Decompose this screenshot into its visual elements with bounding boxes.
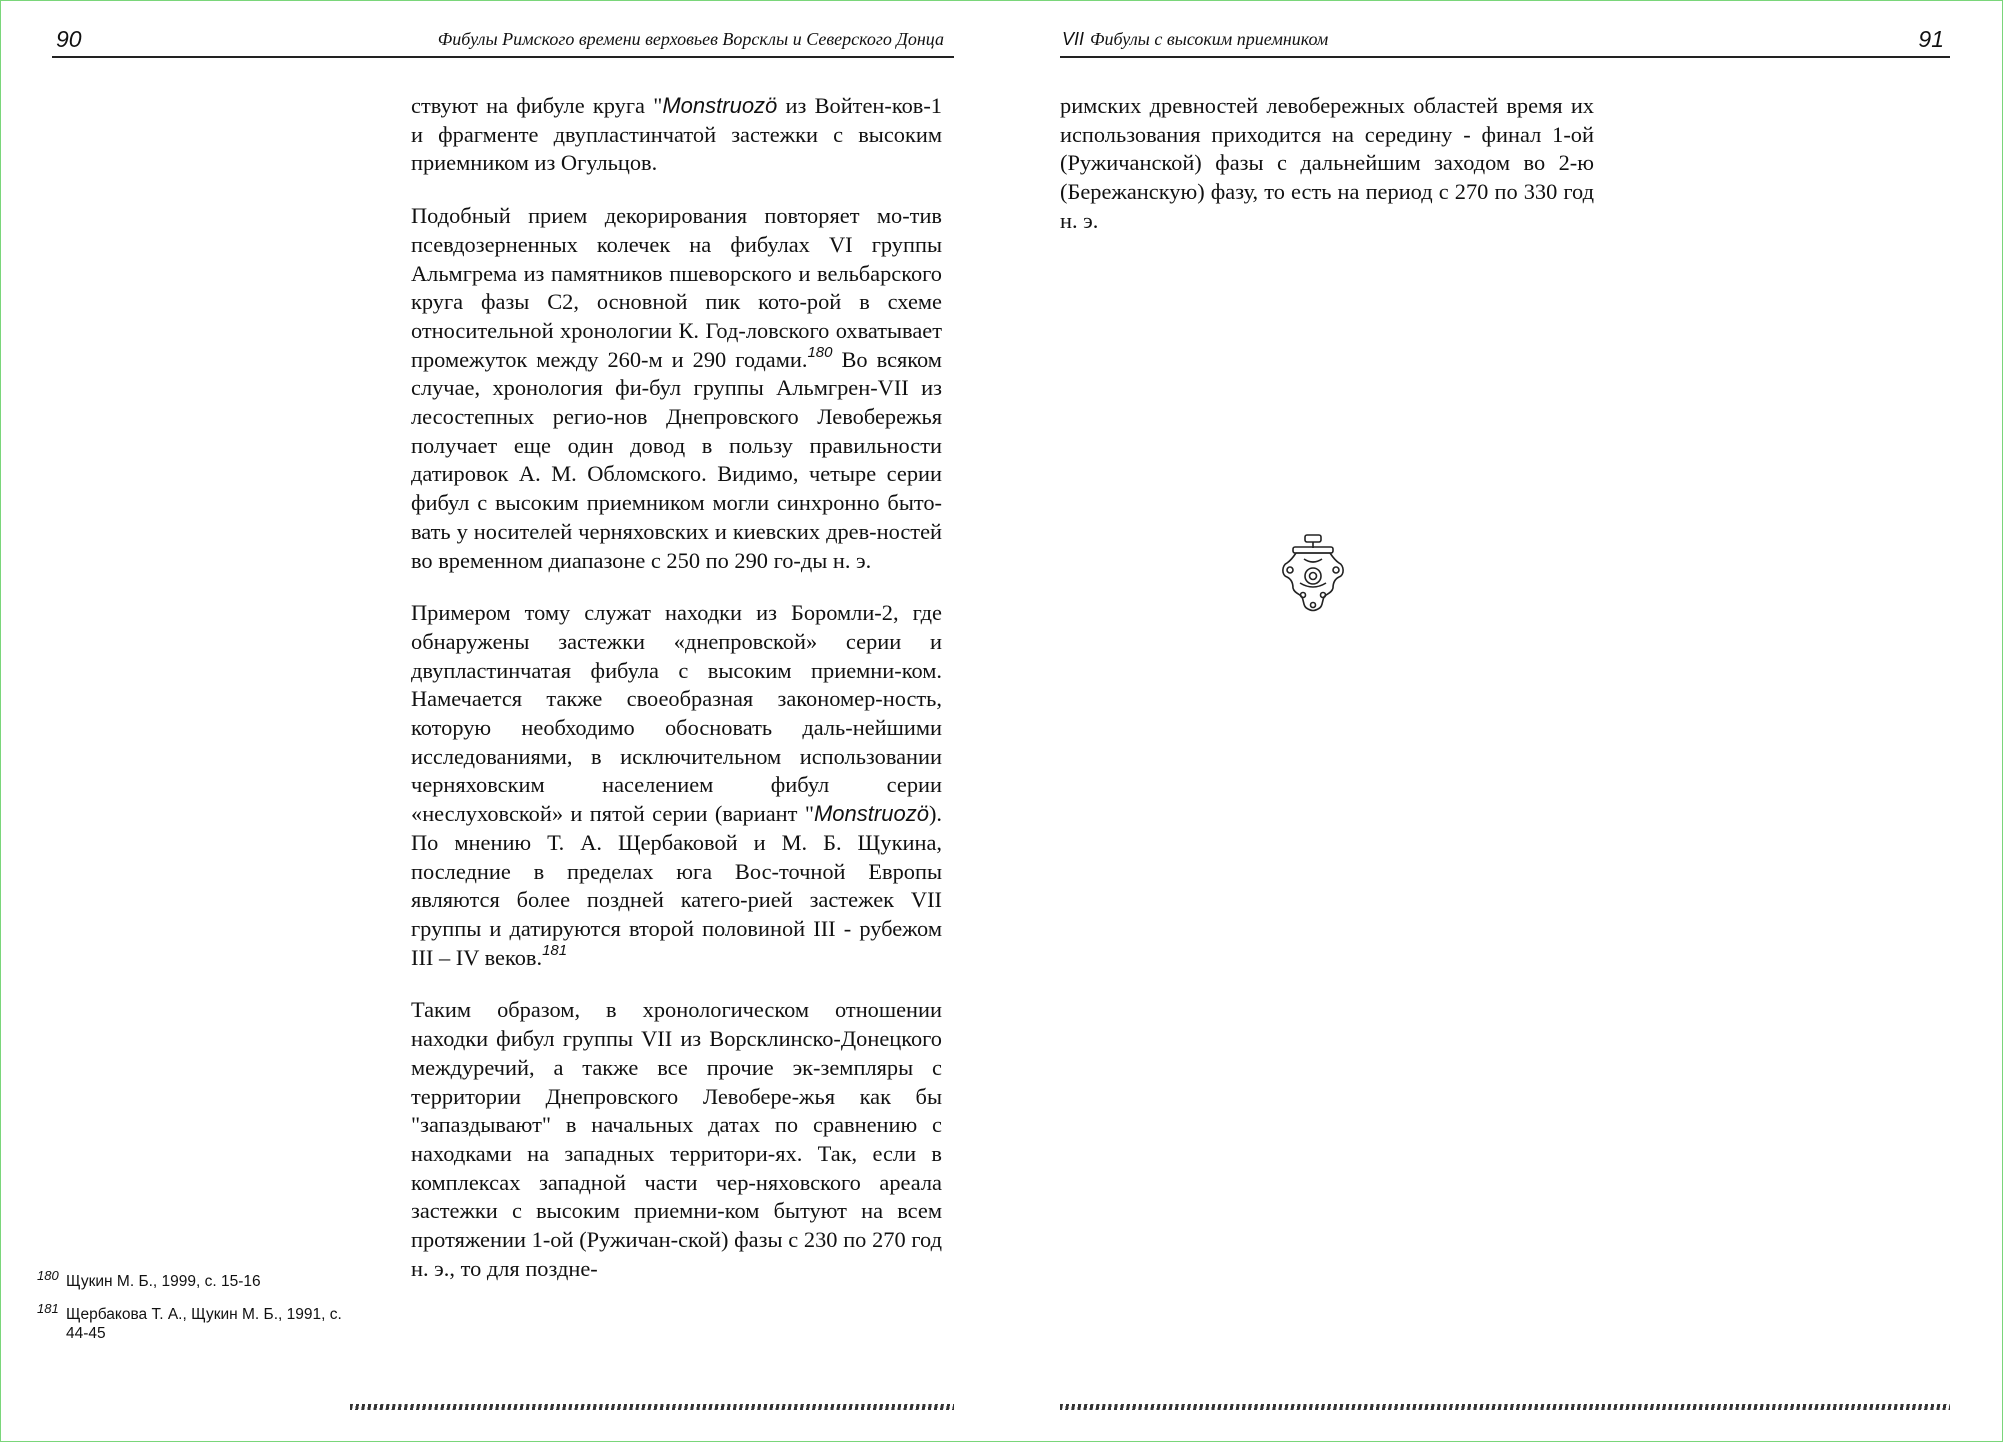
chapter-number: VII <box>1062 29 1085 49</box>
left-page-number: 90 <box>56 26 82 52</box>
left-paragraph-3: Примером тому служат находки из Боромли-2, где обнаружены застежки «днепровской» серии и двупластинчатая фибула с высоким приемни-ком. Намечается также своеобразная закономер-ность, которую необходимо обосновать даль-нейшими исследованиями, в исключительном использовании черняховским населением фибул серии «неслуховской» и пятой серии (вариант "Monstruozö). По мнению Т. А. Щербаковой и М. Б. Щукина, последние в пределах юга Вос-точной Европы являются более поздней катего-рией застежек VII группы и датируются второй половиной III - рубежом III – IV веков.$^{181}$ <box>411 600 942 970</box>
footnote-ref-180[interactable]: 180 <box>807 343 833 361</box>
right-running-title: VII Фибулы с высоким приемником <box>1062 29 1329 49</box>
right-page <box>1002 0 2005 1444</box>
monstruozo-term: Monstruozö <box>662 93 778 118</box>
right-running-head <box>1060 24 1950 58</box>
left-text-column <box>411 92 942 1283</box>
left-paragraph-1: ствуют на фибуле круга "Monstruozö из Войтен-ков-1 и фрагменте двупластинчатой застежки с высоким приемником из Огульцов. <box>411 93 942 176</box>
footnote-181 <box>37 1301 367 1343</box>
footnote-number: 180 <box>37 1268 59 1283</box>
left-running-head <box>52 24 954 58</box>
left-running-title: Фибулы Римского времени верховьев Ворсклы и Северского Донца <box>437 29 944 49</box>
right-text-column <box>1060 92 1594 236</box>
footnote-text: Щербакова Т. А., Щукин М. Б., 1991, с. 44-45 <box>66 1306 342 1342</box>
monstruozo-term: Monstruozö <box>813 801 929 827</box>
footnotes <box>37 1268 367 1357</box>
left-paragraph-4: Таким образом, в хронологическом отношении находки фибул группы VII из Ворсклинско-Донецкого междуречий, а также все прочие эк-земпляры с территории Днепровского Левобере-жья как бы "запаздывают" в начальных датах по сравнению с находками на западных территори-ях. Так, если в комплексах западной части чер-няховского ареала застежки с высоким приемни-ком бытуют на всем протяжении 1-ой (Ружичан-ской) фазы с 230 по 270 год н. э., то для поздне- <box>411 997 942 1281</box>
footnote-ref-181[interactable]: 181 <box>542 941 568 959</box>
fibula-illustration <box>1278 533 1348 613</box>
right-page-number: 91 <box>1918 26 1944 52</box>
footnote-text: Щукин М. Б., 1999, с. 15-16 <box>66 1273 261 1290</box>
footnote-180 <box>37 1268 367 1291</box>
right-bottom-rule <box>1060 1404 1950 1410</box>
left-bottom-rule <box>350 1404 954 1410</box>
left-paragraph-2: Подобный прием декорирования повторяет мо-тив псевдозерненных колечек на фибулах VI группы Альмгрема из памятников пшеворского и вельбарского круга фазы С2, основной пик кото-рой в схеме относительной хронологии К. Год-ловского охватывает промежуток между 260-м и 290 годами.$^{180}$ Во всяком случае, хронология фи-бул группы Альмгрен-VII из лесостепных регио-нов Днепровского Левобережья получает еще один довод в пользу правильности датировок А. М. Обломского. Видимо, четыре серии фибул с высоким приемником могли синхронно быто-вать у носителей черняховских и киевских древ-ностей во временном диапазоне с 250 по 290 го-ды н. э. <box>411 203 942 573</box>
right-paragraph-1: римских древностей левобережных областей время их использования приходится на середину - финал 1-ой (Ружичанской) фазы с дальнейшим заходом во 2-ю (Бережанскую) фазу, то есть на период с 270 по 330 год н. э. <box>1060 93 1594 233</box>
left-page <box>0 0 1002 1444</box>
footnote-number: 181 <box>37 1301 59 1316</box>
